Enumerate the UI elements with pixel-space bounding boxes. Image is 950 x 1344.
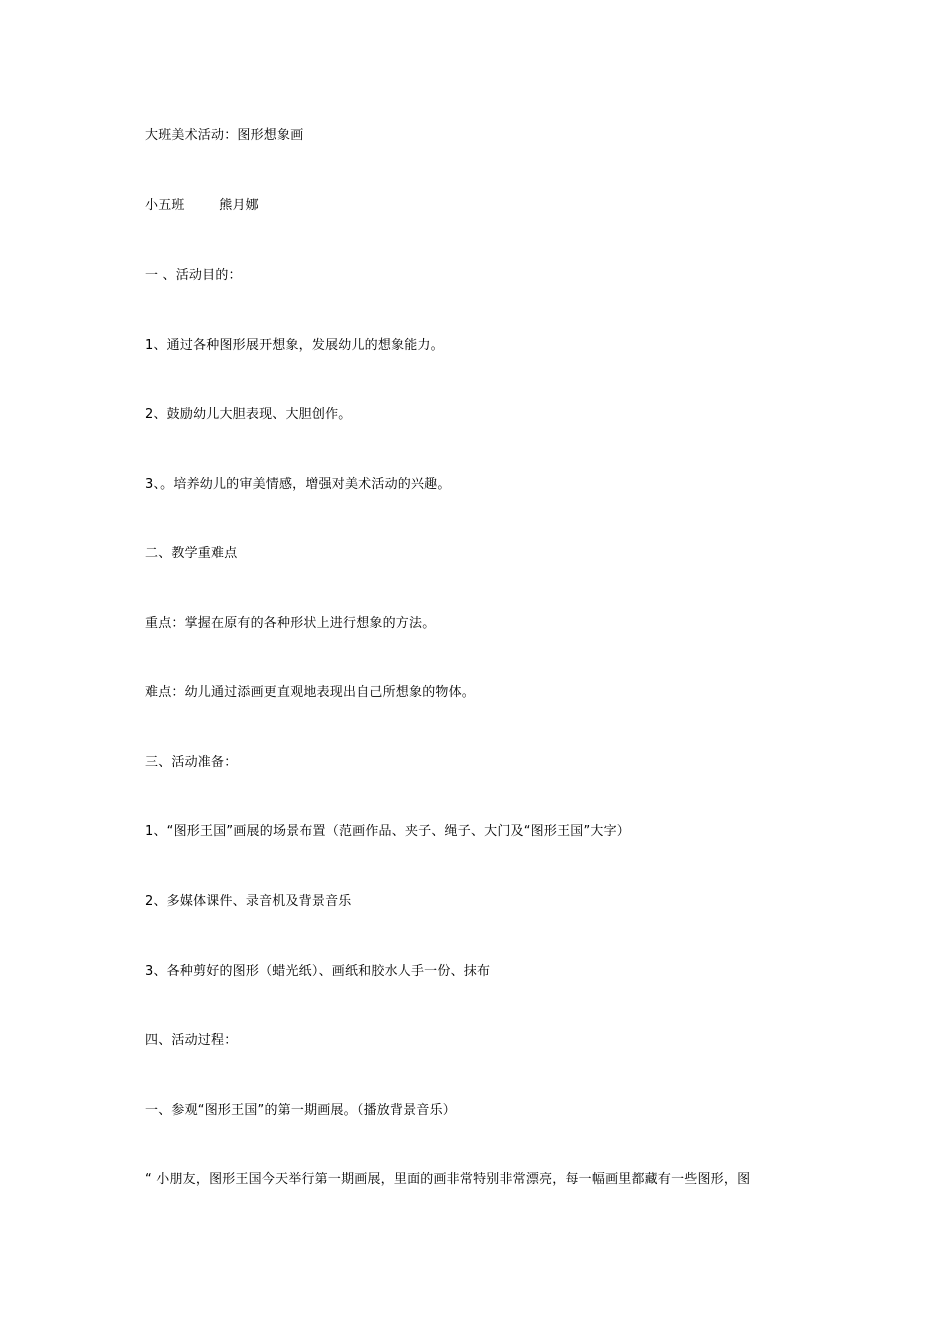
- key-point-paragraph: 重点：掌握在原有的各种形状上进行想象的方法。: [145, 616, 436, 631]
- goal-item-1: 1、通过各种图形展开想象，发展幼儿的想象能力。: [145, 338, 444, 353]
- process-step-1: 一、参观“图形王国”的第一期画展。（播放背景音乐）: [145, 1103, 456, 1118]
- goal-item-3: 3、。培养幼儿的审美情感，增强对美术活动的兴趣。: [145, 477, 451, 492]
- section-heading-preparation: 三、活动准备：: [145, 755, 238, 770]
- preparation-item-1: 1、“图形王国”画展的场景布置（范画作品、夹子、绳子、大门及“图形王国”大字）: [145, 824, 631, 839]
- section-heading-process: 四、活动过程：: [145, 1033, 238, 1048]
- difficulty-paragraph: 难点：幼儿通过添画更直观地表现出自己所想象的物体。: [145, 685, 476, 700]
- section-heading-goals: 一 、活动目的：: [145, 268, 242, 283]
- preparation-item-2: 2、多媒体课件、录音机及背景音乐: [145, 894, 352, 909]
- section-heading-key-points: 二、教学重难点: [145, 546, 238, 561]
- author-line: 小五班 熊月娜: [145, 198, 259, 213]
- goal-item-2: 2、鼓励幼儿大胆表现、大胆创作。: [145, 407, 352, 422]
- process-paragraph: “ 小朋友，图形王国今天举行第一期画展，里面的画非常特别非常漂亮，每一幅画里都藏有一些图形，图: [145, 1172, 751, 1187]
- preparation-item-3: 3、各种剪好的图形（蜡光纸）、画纸和胶水人手一份、抹布: [145, 964, 491, 979]
- document-title: 大班美术活动：图形想象画: [145, 128, 304, 143]
